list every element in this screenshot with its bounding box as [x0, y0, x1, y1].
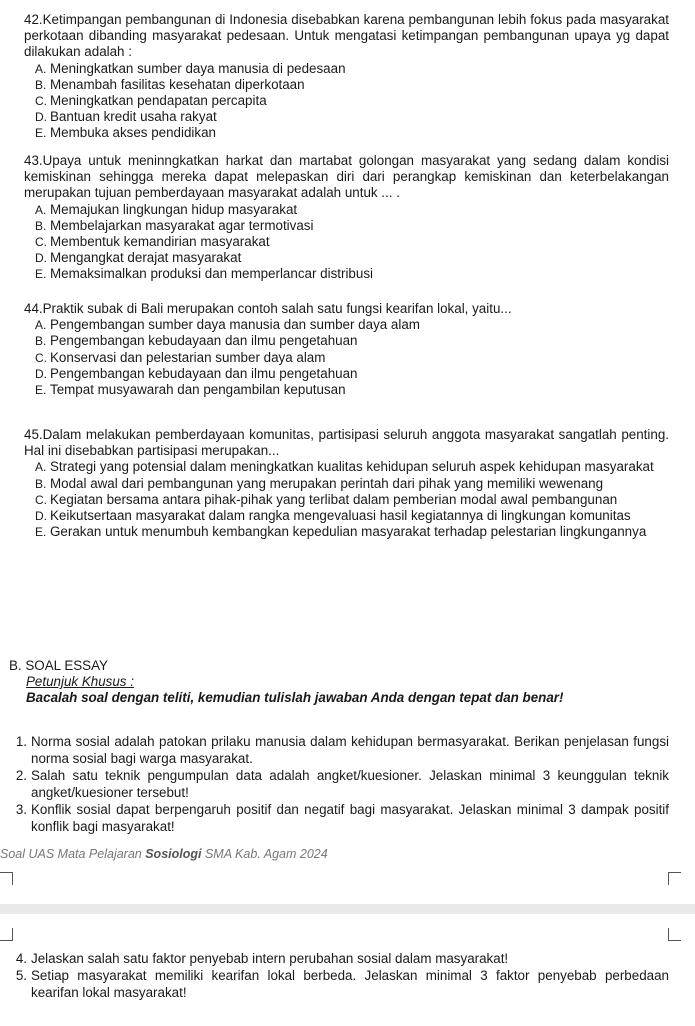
option-e — [35, 266, 669, 282]
option-text: Memajukan lingkungan hidup masyarakat — [50, 201, 298, 217]
option-text: Mengangkat derajat masyarakat — [50, 250, 242, 266]
option-b — [35, 77, 669, 93]
question-text: Ketimpangan pembangunan di Indonesia disebabkan karena pembangunan lebih fokus pada masyarakat perkotaan dibanding masyarakat pedesaan. Untuk mengatasi ketimpangan pembangunan upaya yg dapat dilakukan adalah : — [24, 12, 669, 60]
option-a — [35, 317, 669, 333]
option-b — [35, 218, 669, 234]
question-text: Dalam melakukan pemberdayaan komunitas, partisipasi seluruh anggota masyarakat sangatlah penting. Hal ini disebabkan partisipasi merupakan... — [24, 427, 669, 459]
crop-mark-top-right — [668, 872, 681, 885]
option-text: Membentuk kemandirian masyarakat — [50, 234, 270, 250]
option-letter: A. — [35, 460, 47, 475]
option-letter: B. — [35, 77, 47, 92]
essay-item-number: 2. — [15, 768, 27, 783]
option-letter: D. — [35, 366, 47, 381]
option-letter: E. — [35, 267, 47, 282]
question-stem — [24, 301, 669, 317]
option-e — [35, 524, 669, 540]
essay-item-text: Setiap masyarakat memiliki kearifan lokal berbeda. Jelaskan minimal 3 faktor penyebab perbedaan kearifan lokal masyarakat! — [31, 968, 669, 1000]
question-text: Praktik subak di Bali merupakan contoh salah satu fungsi kearifan lokal, yaitu... — [42, 301, 512, 316]
option-letter: A. — [35, 61, 47, 76]
option-text: Strategi yang potensial dalam meningkatkan kualitas kehidupan seluruh aspek kehidupan masyarakat — [50, 459, 654, 475]
essay-item-text: Norma sosial adalah patokan prilaku manusia dalam kehidupan bermasyarakat. Berikan penjelasan fungsi norma sosial bagi warga masyarakat. — [31, 734, 669, 766]
option-text: Pengembangan kebudayaan dan ilmu pengetahuan — [50, 365, 358, 381]
option-text: Modal awal dari pembangunan yang merupakan perintah dari pihak yang memiliki wewenang — [50, 475, 604, 491]
essay-item-text: Konflik sosial dapat berpengaruh positif dan negatif bagi masyarakat. Jelaskan minimal 3 dampak positif konflik bagi masyarakat! — [31, 802, 669, 834]
question-stem — [24, 153, 669, 202]
options-list — [35, 61, 669, 142]
option-letter: C. — [35, 94, 47, 109]
option-d — [35, 109, 669, 125]
essay-item-4 — [9, 950, 669, 967]
option-text: Keikutsertaan masyarakat dalam rangka mengevaluasi hasil kegiatannya di lingkungan komunitas — [50, 508, 631, 524]
option-text: Pengembangan sumber daya manusia dan sumber daya alam — [50, 317, 420, 333]
option-a — [35, 61, 669, 77]
options-list — [35, 202, 669, 283]
essay-item-text: Jelaskan salah satu faktor penyebab intern perubahan sosial dalam masyarakat! — [31, 951, 509, 966]
option-text: Menambah fasilitas kesehatan diperkotaan — [50, 76, 305, 92]
option-d — [35, 366, 669, 382]
option-text: Membelajarkan masyarakat agar termotivasi — [50, 217, 314, 233]
essay-section — [9, 658, 679, 707]
option-d — [35, 250, 669, 266]
option-text: Bantuan kredit usaha rakyat — [50, 109, 217, 125]
option-letter: B. — [35, 218, 47, 233]
essay-list-top — [9, 733, 669, 835]
option-text: Memaksimalkan produksi dan memperlancar distribusi — [50, 266, 373, 282]
question-text: Upaya untuk meninngkatkan harkat dan martabat golongan masyarakat yang sedang dalam kondisi kemiskinan sehingga mereka dapat melepaskan diri dari perangkap kemiskinan dan keterbelakangan merupakan tujuan pemberdayaan masyarakat adalah untuk ... . — [24, 153, 669, 201]
option-letter: C. — [35, 235, 47, 250]
option-a — [35, 459, 669, 475]
question-45 — [24, 427, 669, 540]
question-number: 43. — [24, 153, 43, 168]
options-list — [35, 317, 669, 398]
essay-list-bottom — [9, 950, 669, 1001]
option-letter: C. — [35, 350, 47, 365]
crop-mark-bottom-left — [0, 928, 13, 941]
option-letter: E. — [35, 383, 47, 398]
option-text: Kegiatan bersama antara pihak-pihak yang terlibat dalam pemberian modal awal pembangunan — [50, 491, 618, 507]
essay-item-text: Salah satu teknik pengumpulan data adalah angket/kuesioner. Jelaskan minimal 3 keunggulan teknik angket/kuesioner tersebut! — [31, 768, 669, 800]
essay-item-5 — [9, 967, 669, 1001]
essay-item-2 — [9, 767, 669, 801]
crop-mark-bottom-right — [668, 928, 681, 941]
option-text: Konservasi dan pelestarian sumber daya alam — [50, 349, 326, 365]
page-break-band — [0, 904, 695, 914]
question-44 — [24, 301, 669, 398]
option-e — [35, 125, 669, 141]
question-number: 42. — [24, 12, 43, 27]
footer-note: Soal UAS Mata Pelajaran Sosiologi SMA Kab. Agam 2024 — [0, 847, 328, 861]
option-text: Membuka akses pendidikan — [50, 125, 216, 141]
question-43 — [24, 153, 669, 283]
option-letter: E. — [35, 525, 47, 540]
essay-item-number: 1. — [15, 734, 27, 749]
essay-instruction: Bacalah soal dengan teliti, kemudian tulislah jawaban Anda dengan tepat dan benar! — [26, 690, 564, 706]
option-e — [35, 382, 669, 398]
option-letter: B. — [35, 334, 47, 349]
option-text: Tempat musyawarah dan pengambilan keputusan — [50, 382, 346, 398]
question-42 — [24, 12, 669, 142]
option-letter: E. — [35, 126, 47, 141]
option-c — [35, 350, 669, 366]
option-d — [35, 508, 669, 524]
option-letter: C. — [35, 492, 47, 507]
option-letter: D. — [35, 509, 47, 524]
option-letter: A. — [35, 202, 47, 217]
option-text: Meningkatkan pendapatan percapita — [50, 93, 267, 109]
option-text: Gerakan untuk menumbuh kembangkan kepedulian masyarakat terhadap pelestarian lingkungannya — [50, 524, 647, 540]
option-b — [35, 333, 669, 349]
option-c — [35, 492, 669, 508]
essay-item-number: 3. — [15, 802, 27, 817]
essay-item-number: 4. — [15, 951, 27, 966]
question-stem — [24, 427, 669, 459]
option-b — [35, 476, 669, 492]
option-a — [35, 202, 669, 218]
question-number: 44. — [24, 301, 43, 316]
option-letter: D. — [35, 251, 47, 266]
option-letter: D. — [35, 110, 47, 125]
section-title: B. SOAL ESSAY — [9, 658, 108, 673]
option-letter: B. — [35, 476, 47, 491]
option-c — [35, 93, 669, 109]
option-text: Meningkatkan sumber daya manusia di pedesaan — [50, 60, 346, 76]
essay-item-3 — [9, 801, 669, 835]
question-number: 45. — [24, 427, 43, 442]
essay-item-1 — [9, 733, 669, 767]
option-c — [35, 234, 669, 250]
option-letter: A. — [35, 318, 47, 333]
petunjuk-heading: Petunjuk Khusus : — [26, 674, 134, 690]
options-list — [35, 459, 669, 540]
option-text: Pengembangan kebudayaan dan ilmu pengetahuan — [50, 333, 358, 349]
question-stem — [24, 12, 669, 61]
crop-mark-top-left — [0, 872, 13, 885]
footer-subject: Sosiologi — [145, 847, 202, 861]
essay-item-number: 5. — [15, 968, 27, 983]
